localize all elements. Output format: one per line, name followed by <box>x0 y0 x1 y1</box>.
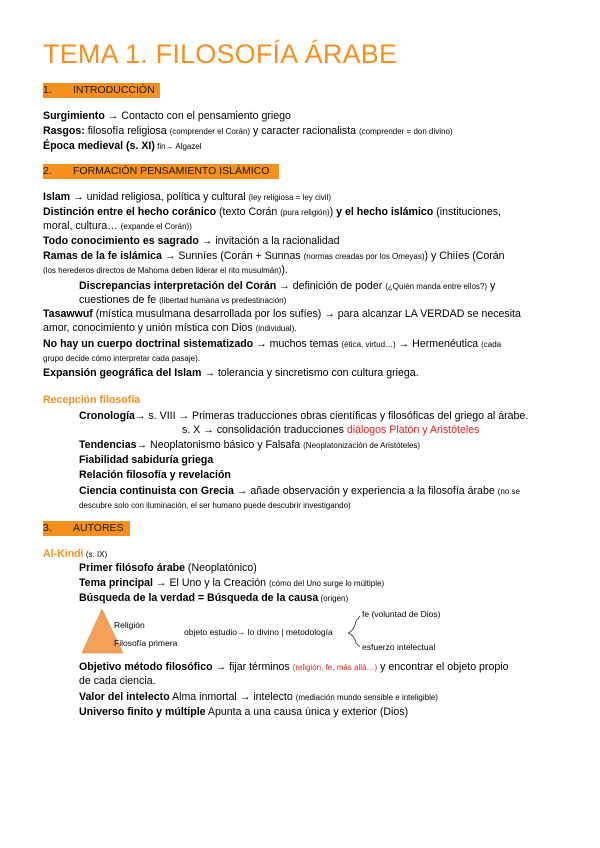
recepcion-ciencia: Ciencia continuista con Grecia → añade observación y experiencia a la filosofía árabe (no se <box>79 485 520 497</box>
alkindi-tema: Tema principal → El Uno y la Creación (cómo del Uno surge lo múltiple) <box>79 577 385 589</box>
formacion-ramas: Ramas de la fe islámica → Sunníes (Corán + Sunnas (normas creadas por los Omeyas)) y Chiíes (Corán <box>43 250 505 262</box>
section-heading-formacion: 2. FORMACIÓN PENSAMIENTO ISLÁMICO <box>43 164 279 179</box>
branch-down-line <box>348 633 360 647</box>
formacion-conocimiento: Todo conocimiento es sagrado → invitación a la racionalidad <box>43 235 340 247</box>
recepcion-cronologia-cont: s. X → consolidación traducciones diálogos Platón y Aristóteles <box>182 424 480 436</box>
formacion-doctrina: No hay un cuerpo doctrinal sistematizado → muchos temas (ética, virtud…) → Hermenéutica (cada <box>43 338 502 350</box>
formacion-islam: Islam → unidad religiosa, política y cultural (ley religiosa = ley civil) <box>43 191 331 203</box>
alkindi-busqueda: Búsqueda de la verdad = Búsqueda de la causa (origen) <box>79 592 349 604</box>
diagram-religion: Religión <box>114 620 145 630</box>
formacion-discrepancias: Discrepancias interpretación del Corán → definición de poder (¿Quién manda entre ellos?) y <box>79 280 496 292</box>
diagram-filosofia: Filosofía primera <box>114 638 178 648</box>
diagram-fe: fe (voluntad de Dios) <box>362 609 441 619</box>
recepcion-tendencias: Tendencias→ Neoplatonismo básico y Falsafa (Neoplatonización de Aristóteles) <box>79 439 421 451</box>
formacion-distincion-cont: moral, cultura… (expande el Corán)) <box>43 220 192 232</box>
alkindi-valor: Valor del intelecto Alma inmortal → intelecto (mediación mundo sensible e inteligible) <box>79 691 438 703</box>
section-heading-autores: 3. AUTORES <box>43 521 130 536</box>
formacion-doctrina-cont: grupo decide cómo interpretar cada pasaje). <box>43 354 200 363</box>
intro-rasgos: Rasgos: filosofía religiosa (comprender el Corán) y caracter racionalista (comprender = don divino) <box>43 125 453 137</box>
alkindi-diagram <box>78 607 478 657</box>
recepcion-relacion: Relación filosofía y revelación <box>79 469 231 481</box>
diagram-esfuerzo: esfuerzo intelectual <box>362 642 436 652</box>
formacion-distincion: Distinción entre el hecho coránico (texto Corán (pura religión)) y el hecho islámico (instituciones, <box>43 206 501 218</box>
alkindi-primer: Primer filósofo árabe (Neoplatónico) <box>79 562 257 574</box>
formacion-discrepancias-cont: cuestiones de fe (libertad humana vs predestinación) <box>79 294 287 306</box>
section-heading-introduccion: 1. INTRODUCCIÓN <box>43 83 160 98</box>
formacion-tasawwuf: Tasawwuf (mística musulmana desarrollada por los sufíes) → para alcanzar LA VERDAD se necesita <box>43 308 521 320</box>
alkindi-objetivo: Objetivo método filosófico → fijar términos (religión, fe, más allá…) y encontrar el objeto propio <box>79 661 509 673</box>
recepcion-ciencia-cont: descubre solo con iluminación, el ser humano puede descubrir investigando) <box>79 501 351 510</box>
recepcion-heading: Recepción filosofía <box>43 394 141 406</box>
formacion-expansion: Expansión geográfica del Islam → tolerancia y sincretismo con cultura griega. <box>43 367 419 379</box>
recepcion-fiabilidad: Fiabilidad sabiduría griega <box>79 454 214 466</box>
branch-up-line <box>348 616 360 633</box>
recepcion-cronologia: Cronología→ s. VIII → Primeras traducciones obras científicas y filosóficas del griego al árabe. <box>79 410 529 422</box>
page-title: TEMA 1. FILOSOFÍA ÁRABE <box>43 39 398 69</box>
intro-surgimiento: Surgimiento → Contacto con el pensamiento griego <box>43 110 291 122</box>
alkindi-universo: Universo finito y múltiple Apunta a una causa única y exterior (Dios) <box>79 706 409 718</box>
formacion-ramas-cont: (los herederos directos de Mahoma deben liderar el rito musulmán)). <box>43 264 288 276</box>
formacion-tasawwuf-cont: amor, conocimiento y unión mística con Dios (individual). <box>43 322 297 334</box>
alkindi-objetivo-cont: de cada ciencia. <box>79 675 156 687</box>
diagram-objeto: objeto estudio→ lo divino | metodología <box>184 627 333 637</box>
alkindi-heading: Al-Kindi (s. IX) <box>43 548 108 560</box>
intro-epoca: Época medieval (s. XI) fin→ Algazel <box>43 140 202 152</box>
